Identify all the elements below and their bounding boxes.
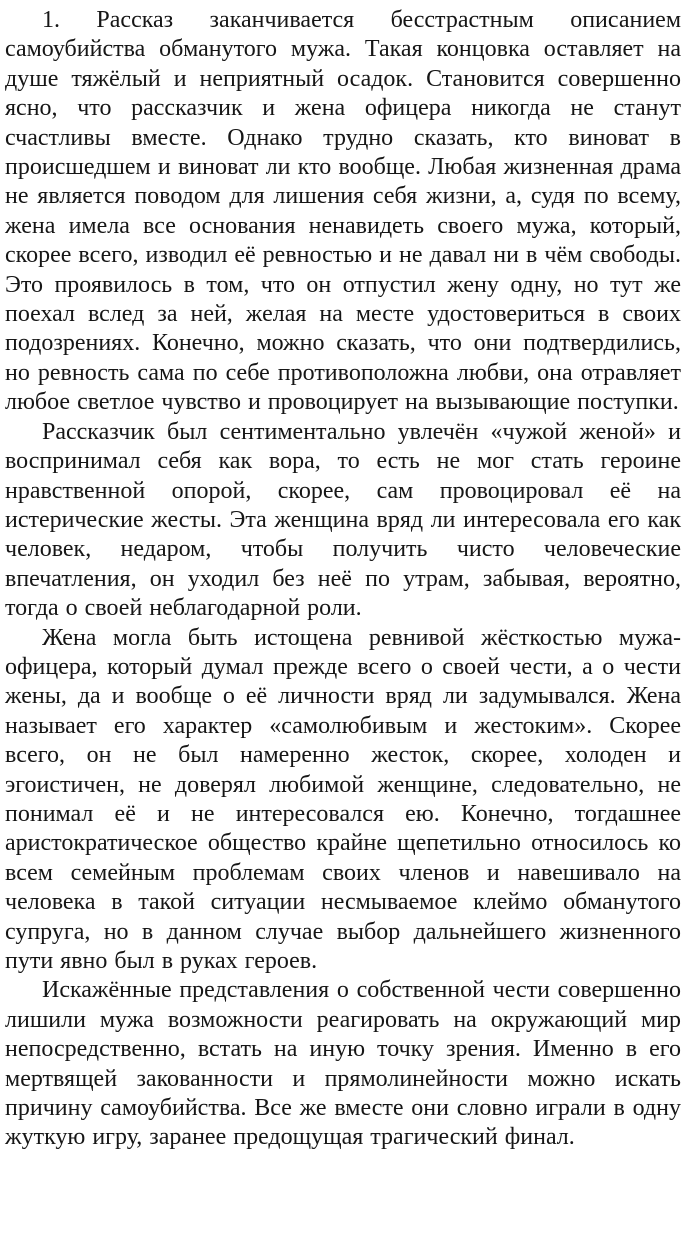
essay-paragraph-4: Искажённые представления о собственной чести совершенно лишили мужа возможности реагировать на окружающий мир непосредственно, встать на иную точку зрения. Именно в его мертвящей закованности и прямолинейности можно искать причину самоубийства. Все же вместе они словно играли в одну жуткую игру, заранее предощущая трагический финал. — [5, 977, 681, 1151]
essay-paragraph-3: Жена могла быть истощена ревнивой жёсткостью мужа-офицера, который думал прежде всего о своей чести, а о чести жены, да и вообще о её личности вряд ли задумывался. Жена называет его характер «самолюбивым и жестоким». Скорее всего, он не был намеренно жесток, скорее, холоден и эгоистичен, не доверял любимой женщине, следовательно, не понимал её и не интересовался ею. Конечно, тогдашнее аристократическое общество крайне щепетильно относилось ко всем семейным проблемам своих членов и навешивало на человека в такой ситуации несмываемое клеймо обманутого супруга, но в данном случае выбор дальнейшего жизненного пути явно был в руках героев. — [5, 624, 681, 974]
essay-paragraph-1: 1. Рассказ заканчивается бесстрастным описанием самоубийства обманутого мужа. Такая концовка оставляет на душе тяжёлый и неприятный осадок. Становится совершенно ясно, что рассказчик и жена офицера никогда не станут счастливы вместе. Однако трудно сказать, кто виноват в происшедшем и виноват ли кто вообще. Любая жизненная драма не является поводом для лишения себя жизни, а, судя по всему, жена имела все основания ненавидеть своего мужа, который, скорее всего, изводил её ревностью и не давал ни в чём свободы. Это проявилось в том, что он отпустил жену одну, но тут же поехал вслед за ней, желая на месте удостовериться в своих подозрениях. Конечно, можно сказать, что они подтвердились, но ревность сама по себе противоположна любви, она отравляет любое светлое чувство и провоцирует на вызывающие поступки. — [5, 7, 681, 416]
essay-paragraph-2: Рассказчик был сентиментально увлечён «чужой женой» и воспринимал себя как вора, то есть не мог стать героине нравственной опорой, скорее, сам провоцировал её на истерические жесты. Эта женщина вряд ли интересовала его как человек, недаром, чтобы получить чисто человеческие впечатления, он уходил без неё по утрам, забывая, вероятно, тогда о своей неблагодарной роли. — [5, 418, 681, 622]
